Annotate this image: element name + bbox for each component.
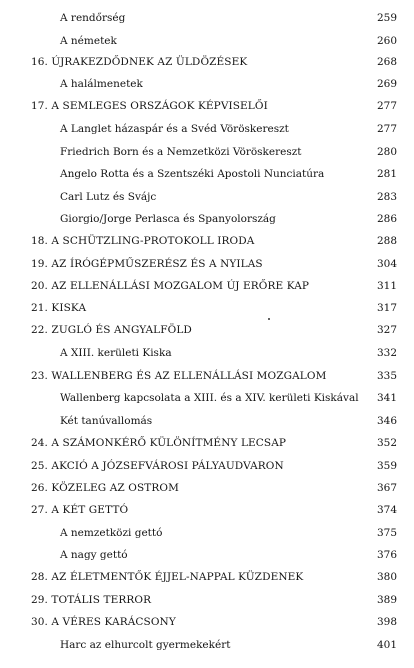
- toc-chapter-title: 29. TOTÁLIS TERROR: [31, 594, 152, 606]
- toc-entry-title: Carl Lutz és Svájc: [60, 191, 157, 203]
- toc-chapter: [0, 590, 414, 610]
- toc-entry-page: 376: [376, 549, 397, 561]
- toc-entry-title: Angelo Rotta és a Szentszéki Apostoli Nunciatúra: [60, 168, 325, 180]
- toc-entry-page: 346: [376, 415, 397, 427]
- toc-chapter-title: 19. AZ ÍRÓGÉPMŰSZERÉSZ ÉS A NYILAS: [31, 258, 263, 270]
- toc-entry-page: 280: [376, 146, 397, 158]
- toc-entry-title: A XIII. kerületi Kiska: [60, 347, 172, 359]
- toc-chapter-title: 17. A SEMLEGES ORSZÁGOK KÉPVISELŐI: [31, 100, 268, 112]
- toc-chapter-page: 389: [376, 594, 397, 606]
- toc-entry: [0, 388, 414, 408]
- toc-chapter-page: 277: [376, 100, 397, 112]
- toc-chapter-title: 27. A KÉT GETTÓ: [31, 504, 129, 516]
- toc-chapter-page: 359: [376, 460, 397, 472]
- toc-entry-page: 375: [376, 527, 397, 539]
- toc-chapter-title: 18. A SCHÜTZLING-PROTOKOLL IRODA: [31, 235, 255, 247]
- toc-chapter: [0, 433, 414, 453]
- toc-chapter-title: 21. KISKA: [31, 302, 87, 314]
- toc-chapter: [0, 52, 414, 72]
- toc-chapter: [0, 231, 414, 251]
- toc-entry-title: A nagy gettó: [60, 549, 128, 561]
- toc-chapter-title: 28. AZ ÉLETMENTŐK ÉJJEL-NAPPAL KÜZDENEK: [31, 571, 304, 583]
- toc-chapter-title: 26. KÖZELEG AZ OSTROM: [31, 482, 179, 494]
- toc-entry-page: 277: [376, 123, 397, 135]
- toc-chapter-title: 30. A VÉRES KARÁCSONY: [31, 616, 176, 628]
- toc-entry: [0, 8, 414, 28]
- toc-entry: [0, 209, 414, 229]
- toc-chapter: [0, 298, 414, 318]
- toc-chapter-page: 327: [376, 324, 397, 336]
- toc-chapter-page: 398: [376, 616, 397, 628]
- toc-entry-title: Harc az elhurcolt gyermekekért: [60, 639, 231, 651]
- toc-entry: [0, 31, 414, 51]
- toc-chapter-page: 288: [376, 235, 397, 247]
- toc-chapter: [0, 612, 414, 632]
- toc-entry-page: 269: [376, 78, 397, 90]
- toc-entry-title: A nemzetközi gettó: [60, 527, 163, 539]
- toc-chapter-title: 24. A SZÁMONKÉRŐ KÜLÖNÍTMÉNY LECSAP: [31, 437, 287, 449]
- toc-entry-title: Friedrich Born és a Nemzetközi Vöröskereszt: [60, 146, 302, 158]
- toc-entry-title: A Langlet házaspár és a Svéd Vöröskereszt: [60, 123, 289, 135]
- toc-entry-page: 332: [376, 347, 397, 359]
- toc-chapter-page: 352: [376, 437, 397, 449]
- toc-chapter-page: 304: [376, 258, 397, 270]
- toc-entry: [0, 74, 414, 94]
- toc-chapter-title: 22. ZUGLÓ ÉS ANGYALFÖLD: [31, 324, 192, 336]
- toc-entry: [0, 523, 414, 543]
- toc-chapter: [0, 500, 414, 520]
- toc-entry-title: Giorgio/Jorge Perlasca és Spanyolország: [60, 213, 276, 225]
- toc-chapter-title: 25. AKCIÓ A JÓZSEFVÁROSI PÁLYAUDVARON: [31, 460, 284, 472]
- toc-chapter-page: 367: [376, 482, 397, 494]
- toc-chapter-title: 23. WALLENBERG ÉS AZ ELLENÁLLÁSI MOZGALOM: [31, 370, 327, 382]
- toc-chapter: [0, 456, 414, 476]
- toc-chapter-title: 16. ÚJRAKEZDŐDNEK AZ ÜLDÖZÉSEK: [31, 56, 248, 68]
- print-speck: [268, 318, 270, 320]
- toc-entry-title: A halálmenetek: [60, 78, 143, 90]
- toc-entry-page: 286: [376, 213, 397, 225]
- toc-chapter: [0, 478, 414, 498]
- toc-chapter-page: 380: [376, 571, 397, 583]
- toc-entry: [0, 119, 414, 139]
- toc-entry-page: 281: [376, 168, 397, 180]
- toc-entry: [0, 635, 414, 655]
- toc-entry: [0, 545, 414, 565]
- toc-entry-page: 260: [376, 35, 397, 47]
- toc-entry: [0, 187, 414, 207]
- toc-chapter-page: 317: [376, 302, 397, 314]
- toc-chapter: [0, 366, 414, 386]
- toc-chapter-page: 335: [376, 370, 397, 382]
- toc-entry: [0, 343, 414, 363]
- toc-chapter: [0, 96, 414, 116]
- toc-chapter: [0, 320, 414, 340]
- toc-entry: [0, 142, 414, 162]
- toc-entry-page: 283: [376, 191, 397, 203]
- toc-entry-page: 341: [376, 392, 397, 404]
- toc-entry: [0, 164, 414, 184]
- toc-entry-title: A rendőrség: [60, 12, 126, 24]
- toc-entry: [0, 411, 414, 431]
- toc-chapter: [0, 567, 414, 587]
- toc-chapter-title: 20. AZ ELLENÁLLÁSI MOZGALOM ÚJ ERŐRE KAP: [31, 280, 310, 292]
- toc-entry-title: A németek: [60, 35, 117, 47]
- toc-chapter: [0, 276, 414, 296]
- toc-chapter-page: 374: [376, 504, 397, 516]
- toc-chapter: [0, 254, 414, 274]
- toc-entry-page: 401: [376, 639, 397, 651]
- toc-chapter-page: 311: [376, 280, 397, 292]
- toc-chapter-page: 268: [376, 56, 397, 68]
- toc-entry-page: 259: [376, 12, 397, 24]
- toc-entry-title: Két tanúvallomás: [60, 415, 153, 427]
- toc-entry-title: Wallenberg kapcsolata a XIII. és a XIV. kerületi Kiskával: [60, 392, 359, 404]
